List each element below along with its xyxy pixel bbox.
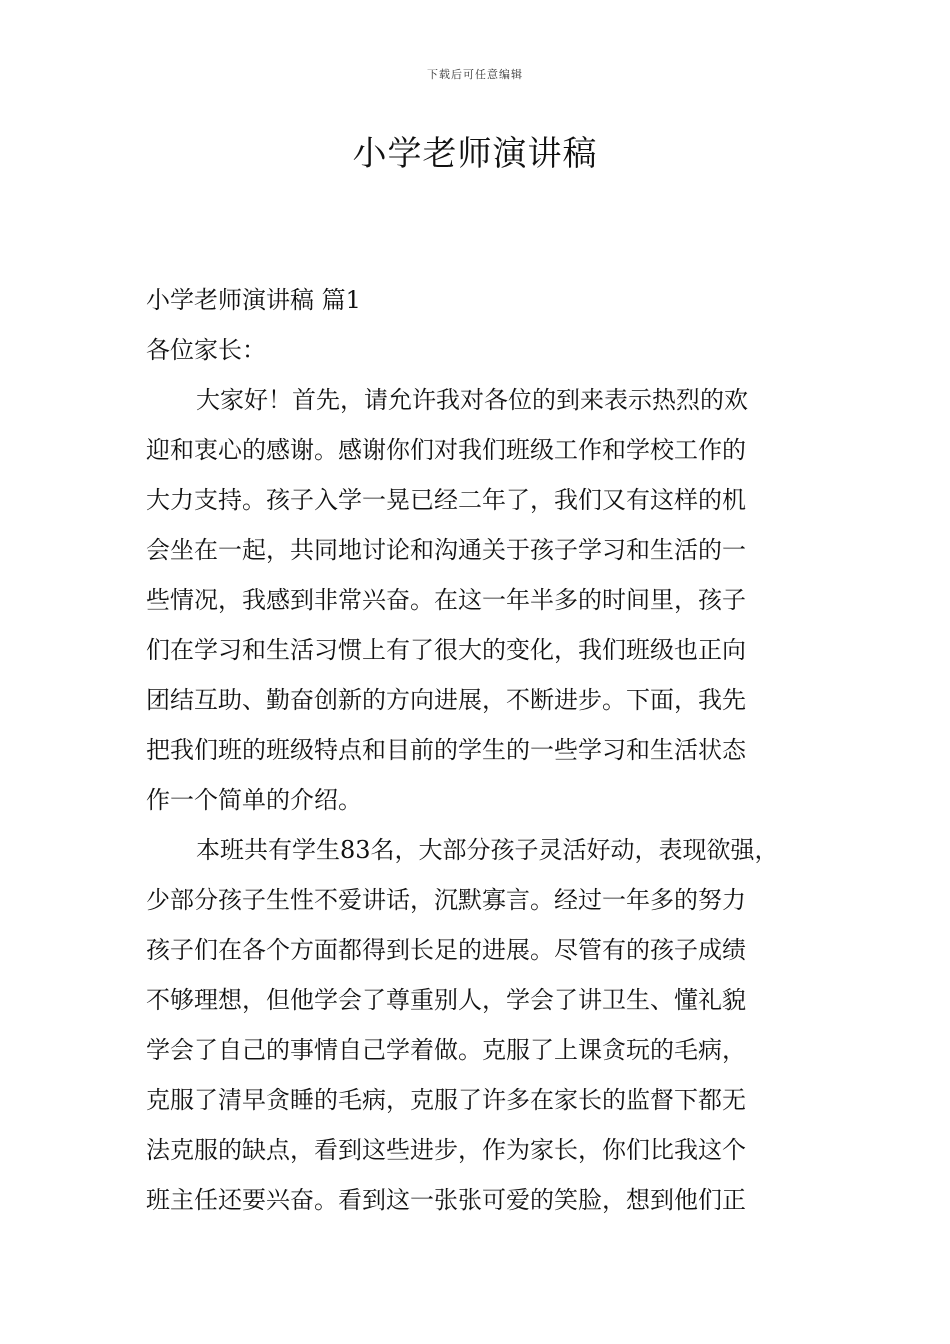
paragraph-line: 学会了自己的事情自己学着做。克服了上课贪玩的毛病， <box>146 1036 746 1064</box>
salutation: 各位家长： <box>146 336 266 364</box>
paragraph-line: 大家好！首先，请允许我对各位的到来表示热烈的欢 <box>196 386 748 414</box>
paragraph-line: 们在学习和生活习惯上有了很大的变化，我们班级也正向 <box>146 636 746 664</box>
paragraph-line: 孩子们在各个方面都得到长足的进展。尽管有的孩子成绩 <box>146 936 746 964</box>
paragraph-1 <box>146 375 818 825</box>
paragraph-line: 不够理想，但他学会了尊重别人，学会了讲卫生、懂礼貌 <box>146 986 746 1014</box>
paragraph-line: 会坐在一起，共同地讨论和沟通关于孩子学习和生活的一 <box>146 536 746 564</box>
document-body <box>146 275 818 1225</box>
paragraph-line: 作一个简单的介绍。 <box>146 786 362 814</box>
document-title: 小学老师演讲稿 <box>352 134 598 174</box>
paragraph-line: 些情况，我感到非常兴奋。在这一年半多的时间里，孩子 <box>146 586 746 614</box>
paragraph-line: 少部分孩子生性不爱讲话，沉默寡言。经过一年多的努力 <box>146 886 746 914</box>
paragraph-2 <box>146 825 818 1225</box>
paragraph-line: 克服了清早贪睡的毛病，克服了许多在家长的监督下都无 <box>146 1086 746 1114</box>
header-note: 下载后可任意编辑 <box>427 68 523 81</box>
paragraph-line: 团结互助、勤奋创新的方向进展，不断进步。下面，我先 <box>146 686 746 714</box>
paragraph-line: 大力支持。孩子入学一晃已经二年了，我们又有这样的机 <box>146 486 746 514</box>
section-heading: 小学老师演讲稿 篇1 <box>146 286 361 314</box>
paragraph-line: 迎和衷心的感谢。感谢你们对我们班级工作和学校工作的 <box>146 436 746 464</box>
paragraph-line: 把我们班的班级特点和目前的学生的一些学习和生活状态 <box>146 736 746 764</box>
paragraph-line: 班主任还要兴奋。看到这一张张可爱的笑脸，想到他们正 <box>146 1186 746 1214</box>
paragraph-line: 法克服的缺点，看到这些进步，作为家长，你们比我这个 <box>146 1136 746 1164</box>
paragraph-line: 本班共有学生83名，大部分孩子灵活好动，表现欲强， <box>196 836 779 864</box>
